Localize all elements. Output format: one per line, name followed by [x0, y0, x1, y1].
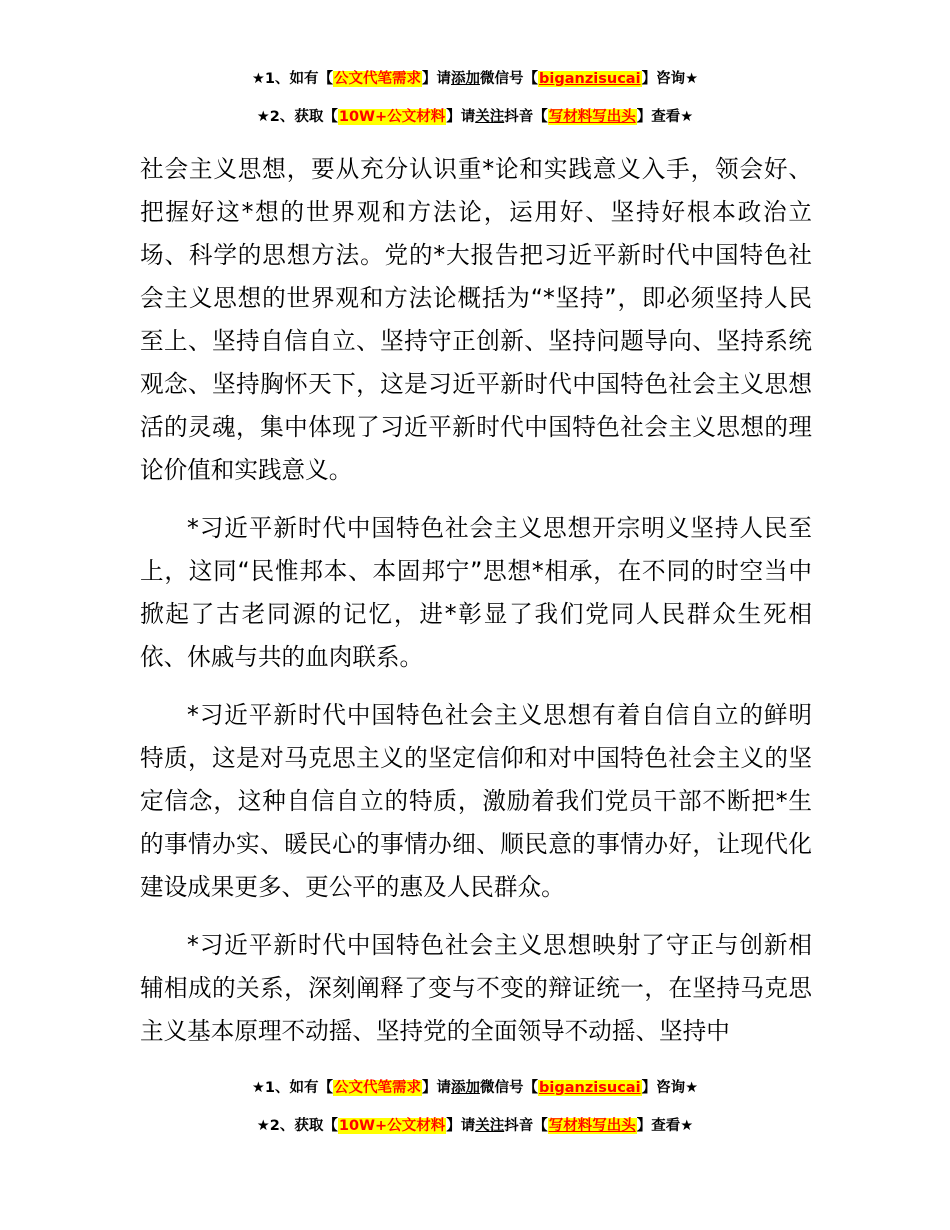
- banner-highlight-service: 公文代笔需求: [334, 71, 422, 87]
- body-paragraph: 社会主义思想，要从充分认识重*论和实践意义入手，领会好、把握好这*想的世界观和方法论，运用好、坚持好根本政治立场、科学的思想方法。党的*大报告把习近平新时代中国特色社会主义思想的世界观和方法论概括为“*坚持”，即必须坚持人民至上、坚持自信自立、坚持守正创新、坚持问题导向、坚持系统观念、坚持胸怀天下，这是习近平新时代中国特色社会主义思想活的灵魂，集中体现了习近平新时代中国特色社会主义思想的理论价值和实践意义。: [140, 155, 812, 484]
- banner-emphasis: 关注: [475, 1118, 505, 1134]
- banner-highlight-materials: 10W+公文材料: [338, 109, 446, 125]
- banner-text: 抖音【: [504, 1118, 548, 1134]
- body-paragraph: *习近平新时代中国特色社会主义思想开宗明义坚持人民至上，这同“民惟邦本、本固邦宁”思想*相承，在不同的时空当中掀起了古老同源的记忆，进*彰显了我们党同人民群众生死相依、休戚与共的血肉联系。: [140, 514, 812, 671]
- banner-prefix: ★1、如有【: [251, 71, 334, 87]
- banner-highlight-wechat-id: biganzisucai: [539, 71, 641, 87]
- banner-text: 】请: [446, 109, 476, 125]
- banner-prefix: ★2、获取【: [256, 1118, 338, 1134]
- banner-emphasis: 关注: [475, 109, 505, 125]
- header-banner-line-2: [0, 106, 950, 128]
- banner-highlight-service: 公文代笔需求: [334, 1080, 422, 1096]
- banner-emphasis: 添加: [451, 71, 481, 87]
- footer-banner-line-1: [0, 1077, 950, 1099]
- banner-suffix: 】咨询★: [641, 1080, 699, 1096]
- banner-text: 】请: [446, 1118, 476, 1134]
- body-paragraph: *习近平新时代中国特色社会主义思想映射了守正与创新相辅相成的关系，深刻阐释了变与不变的辩证统一，在坚持马克思主义基本原理不动摇、坚持党的全面领导不动摇、坚持中: [140, 931, 812, 1045]
- banner-suffix: 】查看★: [636, 1118, 694, 1134]
- banner-highlight-wechat-id: biganzisucai: [539, 1080, 641, 1096]
- banner-suffix: 】咨询★: [641, 71, 699, 87]
- banner-text: 微信号【: [480, 71, 539, 87]
- header-banner-line-1: [0, 68, 950, 90]
- footer-banner-line-2: [0, 1115, 950, 1137]
- banner-prefix: ★2、获取【: [256, 109, 338, 125]
- banner-emphasis: 添加: [451, 1080, 481, 1096]
- banner-suffix: 】查看★: [636, 109, 694, 125]
- body-paragraph: *习近平新时代中国特色社会主义思想有着自信自立的鲜明特质，这是对马克思主义的坚定信仰和对中国特色社会主义的坚定信念，这种自信自立的特质，激励着我们党员干部不断把*生的事情办实、暖民心的事情办细、顺民意的事情办好，让现代化建设成果更多、更公平的惠及人民群众。: [140, 701, 812, 901]
- document-body: [140, 148, 812, 1068]
- banner-highlight-materials: 10W+公文材料: [338, 1118, 446, 1134]
- banner-highlight-douyin: 写材料写出头: [548, 1118, 636, 1134]
- banner-text: 】请: [422, 1080, 452, 1096]
- banner-text: 抖音【: [504, 109, 548, 125]
- banner-text: 】请: [422, 71, 452, 87]
- banner-prefix: ★1、如有【: [251, 1080, 334, 1096]
- banner-text: 微信号【: [480, 1080, 539, 1096]
- banner-highlight-douyin: 写材料写出头: [548, 109, 636, 125]
